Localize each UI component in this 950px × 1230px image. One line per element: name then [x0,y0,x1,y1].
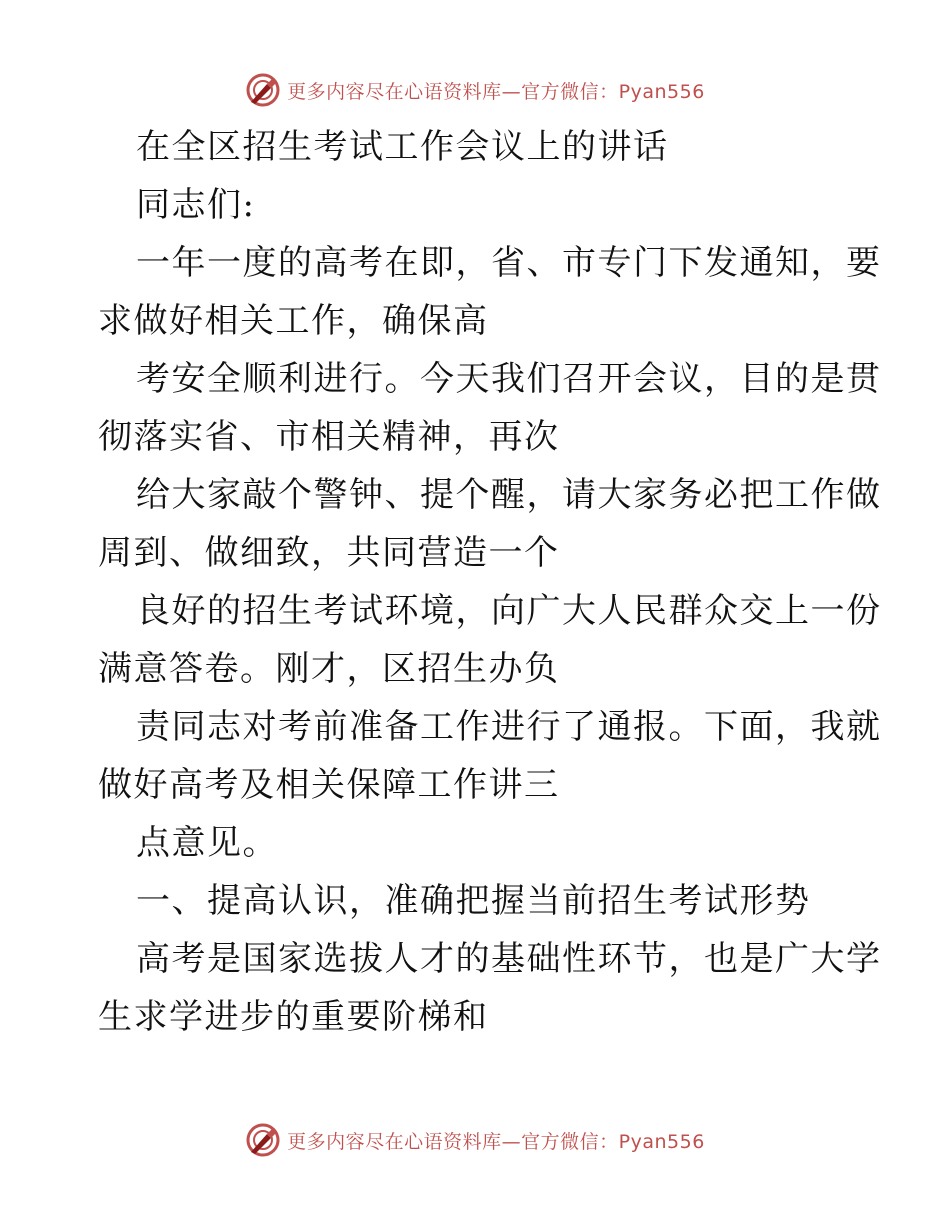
section-heading: 一、提高认识，准确把握当前招生考试形势 [136,881,811,921]
body-line: 做好高考及相关保障工作讲三 [98,765,560,805]
body-line: 一年一度的高考在即，省、市专门下发通知，要 [136,243,882,283]
body-line: 高考是国家选拔人才的基础性环节，也是广大学 [136,939,882,979]
body-line: 满意答卷。刚才，区招生办负 [98,649,560,689]
body-line: 生求学进步的重要阶梯和 [98,997,489,1037]
salutation: 同志们: [136,185,256,225]
body-line: 良好的招生考试环境，向广大人民群众交上一份 [136,591,882,631]
footer-banner [0,1120,950,1160]
body-line: 周到、做细致，共同营造一个 [98,533,560,573]
document-body [98,118,882,1046]
header-banner-text: 更多内容尽在心语资料库—官方微信：Pyan556 [287,80,705,103]
body-line: 点意见。 [136,823,278,863]
body-line: 给大家敲个警钟、提个醒，请大家务必把工作做 [136,475,882,515]
pen-logo-icon [245,1122,281,1158]
body-line: 求做好相关工作，确保高 [98,301,489,341]
footer-banner-text: 更多内容尽在心语资料库—官方微信：Pyan556 [287,1130,705,1153]
body-line: 彻落实省、市相关精神，再次 [98,417,560,457]
body-line: 责同志对考前准备工作进行了通报。下面，我就 [136,707,882,747]
header-banner [0,70,950,110]
pen-logo-icon [245,72,281,108]
document-title: 在全区招生考试工作会议上的讲话 [136,127,669,167]
body-line: 考安全顺利进行。今天我们召开会议，目的是贯 [136,359,882,399]
